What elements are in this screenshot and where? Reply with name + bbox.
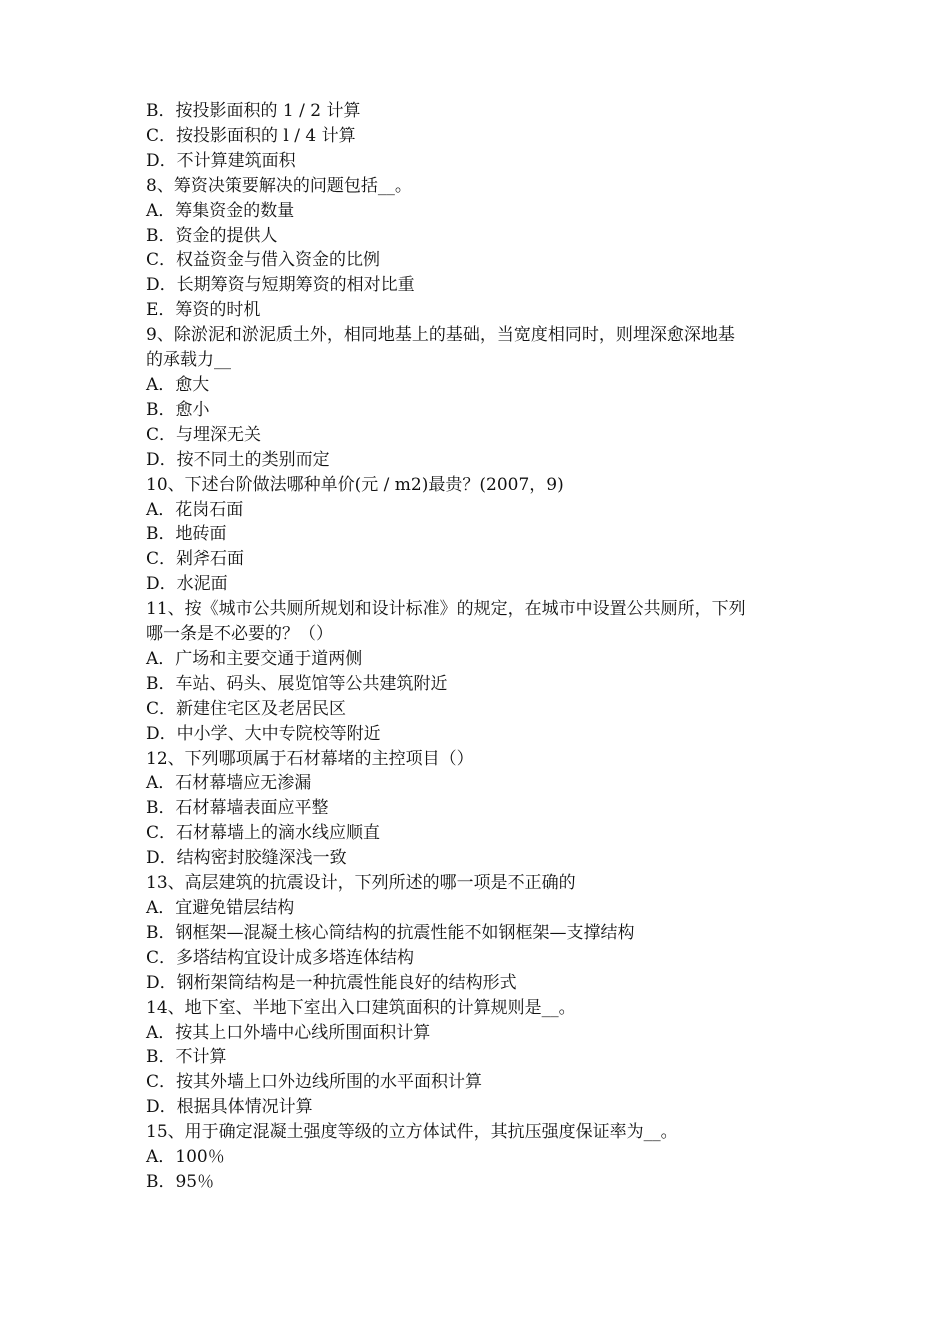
- option-d-q14: D．根据具体情况计算: [146, 1097, 313, 1118]
- option-b-q7: B．按投影面积的 1 / 2 计算: [146, 101, 361, 121]
- option-a-q14: A．按其上口外墙中心线所围面积计算: [146, 1022, 431, 1043]
- question-11-line-2: 哪一条是不必要的？（）: [146, 624, 333, 645]
- question-9-line-1: 9、除淤泥和淤泥质土外，相同地基上的基础，当宽度相同时，则埋深愈深地基: [146, 325, 735, 346]
- question-9-line-2: 的承载力__: [146, 350, 231, 371]
- option-c-q9: C．与埋深无关: [146, 424, 262, 445]
- option-d-q7: D．不计算建筑面积: [146, 150, 296, 171]
- option-b-q11: B．车站、码头、展览馆等公共建筑附近: [146, 673, 448, 694]
- option-c-q8: C．权益资金与借入资金的比例: [146, 250, 381, 271]
- option-b-q15: B．95％: [146, 1171, 215, 1192]
- question-10: 10、下述台阶做法哪种单价(元 / m2)最贵？(2007，9): [146, 474, 564, 495]
- option-a-q13: A．宜避免错层结构: [146, 898, 295, 918]
- question-14: 14、地下室、半地下室出入口建筑面积的计算规则是__。: [146, 997, 576, 1018]
- option-d-q9: D．按不同土的类别而定: [146, 449, 330, 470]
- option-c-q12: C．石材幕墙上的滴水线应顺直: [146, 823, 381, 844]
- option-b-q14: B．不计算: [146, 1047, 227, 1068]
- option-d-q12: D．结构密封胶缝深浅一致: [146, 848, 347, 869]
- option-b-q10: B．地砖面: [146, 524, 227, 545]
- option-b-q9: B．愈小: [146, 399, 210, 420]
- option-b-q13: B．钢框架—混凝土核心筒结构的抗震性能不如钢框架—支撑结构: [146, 922, 635, 943]
- option-d-q13: D．钢桁架筒结构是一种抗震性能良好的结构形式: [146, 972, 517, 993]
- option-d-q8: D．长期筹资与短期筹资的相对比重: [146, 275, 415, 296]
- document-body: [146, 99, 826, 1195]
- option-c-q7: C．按投影面积的 l / 4 计算: [146, 125, 356, 146]
- question-12: 12、下列哪项属于石材幕堵的主控项目（）: [146, 748, 474, 769]
- question-15: 15、用于确定混凝土强度等级的立方体试件，其抗压强度保证率为__。: [146, 1122, 678, 1143]
- option-d-q10: D．水泥面: [146, 574, 228, 595]
- option-d-q11: D．中小学、大中专院校等附近: [146, 723, 381, 744]
- option-a-q11: A．广场和主要交通于道两侧: [146, 648, 363, 669]
- question-8: 8、筹资决策要解决的问题包括__。: [146, 175, 412, 196]
- option-c-q11: C．新建住宅区及老居民区: [146, 698, 347, 719]
- option-a-q10: A．花岗石面: [146, 499, 244, 520]
- option-c-q14: C．按其外墙上口外边线所围的水平面积计算: [146, 1072, 483, 1093]
- option-a-q9: A．愈大: [146, 374, 210, 395]
- option-a-q15: A．100％: [146, 1147, 225, 1168]
- option-b-q8: B．资金的提供人: [146, 225, 278, 246]
- option-b-q12: B．石材幕墙表面应平整: [146, 798, 329, 819]
- option-a-q12: A．石材幕墙应无渗漏: [146, 773, 312, 794]
- question-13: 13、高层建筑的抗震设计，下列所述的哪一项是不正确的: [146, 873, 576, 894]
- option-c-q10: C．剁斧石面: [146, 549, 245, 570]
- option-a-q8: A．筹集资金的数量: [146, 200, 295, 221]
- question-11-line-1: 11、按《城市公共厕所规划和设计标准》的规定，在城市中设置公共厕所，下列: [146, 599, 746, 620]
- option-c-q13: C．多塔结构宜设计成多塔连体结构: [146, 947, 415, 968]
- option-e-q8: E．筹资的时机: [146, 300, 261, 321]
